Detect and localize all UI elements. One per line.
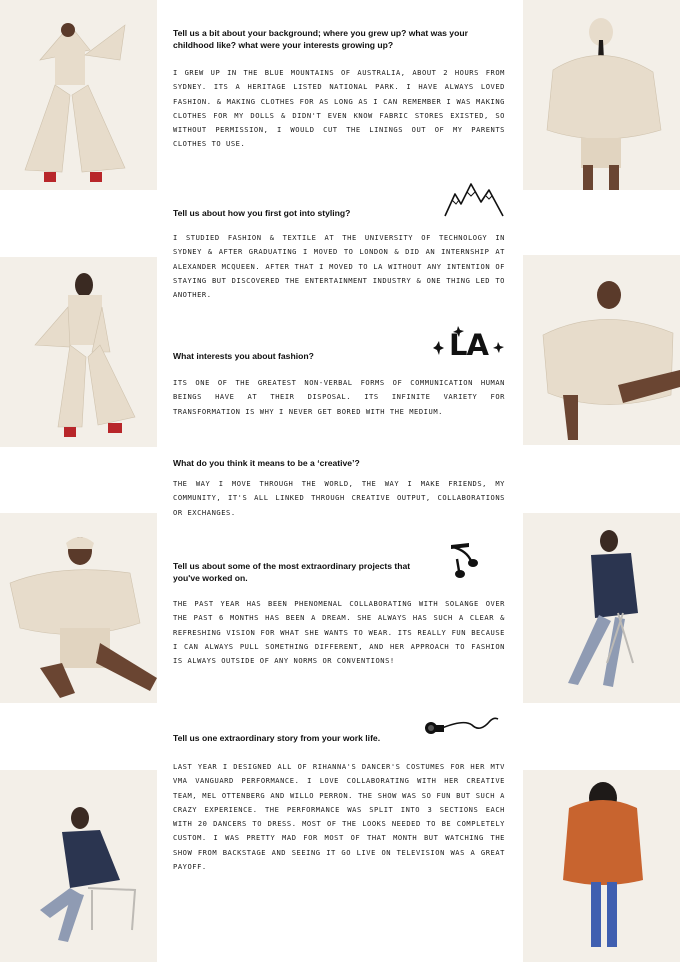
question-fashion-interest: What interests you about fashion?: [173, 351, 314, 361]
answer-creative: THE WAY I MOVE THROUGH THE WORLD, THE WAY I MAKE FRIENDS, MY COMMUNITY, IT'S ALL LINKED THROUGH CREATIVE OUTPUT, COLLABORATIONS OR EXCHANGES.: [173, 479, 505, 517]
photo-navy-dress-stool: [523, 513, 680, 703]
photo-puffer-seated-floor: [523, 255, 680, 445]
photo-navy-look-chair: [0, 770, 157, 962]
answer-fashion-interest: ITS ONE OF THE GREATEST NON-VERBAL FORMS OF COMMUNICATION HUMAN BEINGS HAVE AT THEIR DISPOSAL. ITS INFINITE VARIETY FOR TRANSFORMATION IS WHY I NEVER GET BORED WITH THE MEDIUM.: [173, 378, 505, 416]
answer-styling: I STUDIED FASHION & TEXTILE AT THE UNIVERSITY OF TECHNOLOGY IN SYDNEY & AFTER GRADUATING I MOVED TO LONDON & DID AN INTERNSHIP AT ALEXANDER MCQUEEN. AFTER THAT I MOVED TO LA WITHOUT ANY INTENTION OF STAYING BUT DISCOVERED THE ENTERTAINMENT INDUSTRY & ONE THING LED TO ANOTHER.: [173, 233, 505, 300]
answer-projects: THE PAST YEAR HAS BEEN PHENOMENAL COLLABORATING WITH SOLANGE OVER THE PAST 6 MONTHS HAS BEEN A DREAM. SHE ALWAYS HAS SUCH A CLEAR & REFRESHING VISION FOR WHAT SHE WANTS TO WEAR. ITS REALLY FUN BECAUSE I CAN ALWAYS PULL SOMETHING DIFFERENT, AND HER APPROACH TO FASHION IS ALWAYS OUTSIDE OF ANY NORMS OR CONVENTIONS!: [173, 599, 505, 666]
photo-pleated-look-standing: [0, 0, 157, 190]
question-creative: What do you think it means to be a ‘creative’?: [173, 458, 360, 468]
question-story: Tell us one extraordinary story from your work life.: [173, 733, 381, 743]
question-projects: Tell us about some of the most extraordinary projects that you've worked on.: [173, 561, 411, 583]
photo-puffer-back-view: [523, 0, 680, 190]
microphone-doodle-icon: [424, 713, 500, 743]
question-styling: Tell us about how you first got into styling?: [173, 208, 351, 218]
photo-pleated-look-front: [0, 257, 157, 447]
la-doodle-text: LA: [449, 328, 488, 362]
music-note-doodle-icon: [447, 541, 481, 579]
question-background: Tell us a bit about your background; where you grew up? what was your childhood like? what were your interests growing up?: [173, 28, 468, 50]
photo-orange-coat-back: [523, 770, 680, 962]
answer-story: LAST YEAR I DESIGNED ALL OF RIHANNA'S DANCER'S COSTUMES FOR HER MTV VMA VANGUARD PERFORMANCE. I LOVE COLLABORATING WITH HER CREATIVE TEAM, MEL OTTENBERG AND WILLO PERRON. THE SHOW WAS SO FUN BUT SUCH A CRAZY EXPERIENCE. THE PERFORMANCE WAS SPLIT INTO 3 SECTIONS EACH WITH 20 DANCERS TO DRESS. MOST OF THE LOOKS NEEDED TO BE COMPLETELY CUSTOM. I WAS PRETTY MAD FOR MOST OF THAT MONTH BUT WATCHING THE SHOW FROM BACKSTAGE AND SEEING IT GO LIVE ON TELEVISION WAS A GREAT PAYOFF.: [173, 762, 505, 872]
photo-cream-jacket-seated: [0, 513, 157, 703]
la-doodle: [432, 324, 508, 364]
answer-background: I GREW UP IN THE BLUE MOUNTAINS OF AUSTRALIA, ABOUT 2 HOURS FROM SYDNEY. ITS A HERITAGE LISTED NATIONAL PARK. I HAVE ALWAYS LOVED FASHION. & MAKING CLOTHES FOR AS LONG AS I CAN REMEMBER I WAS MAKING CLOTHES FOR MY DOLLS & DIDN'T EVEN KNOW FABRIC STORES EXISTED, SO WITHOUT PERMISSION, I WOULD CUT THE LININGS OUT OF MY PARENTS CLOTHES TO USE.: [173, 68, 505, 149]
mountains-doodle-icon: [443, 180, 507, 220]
